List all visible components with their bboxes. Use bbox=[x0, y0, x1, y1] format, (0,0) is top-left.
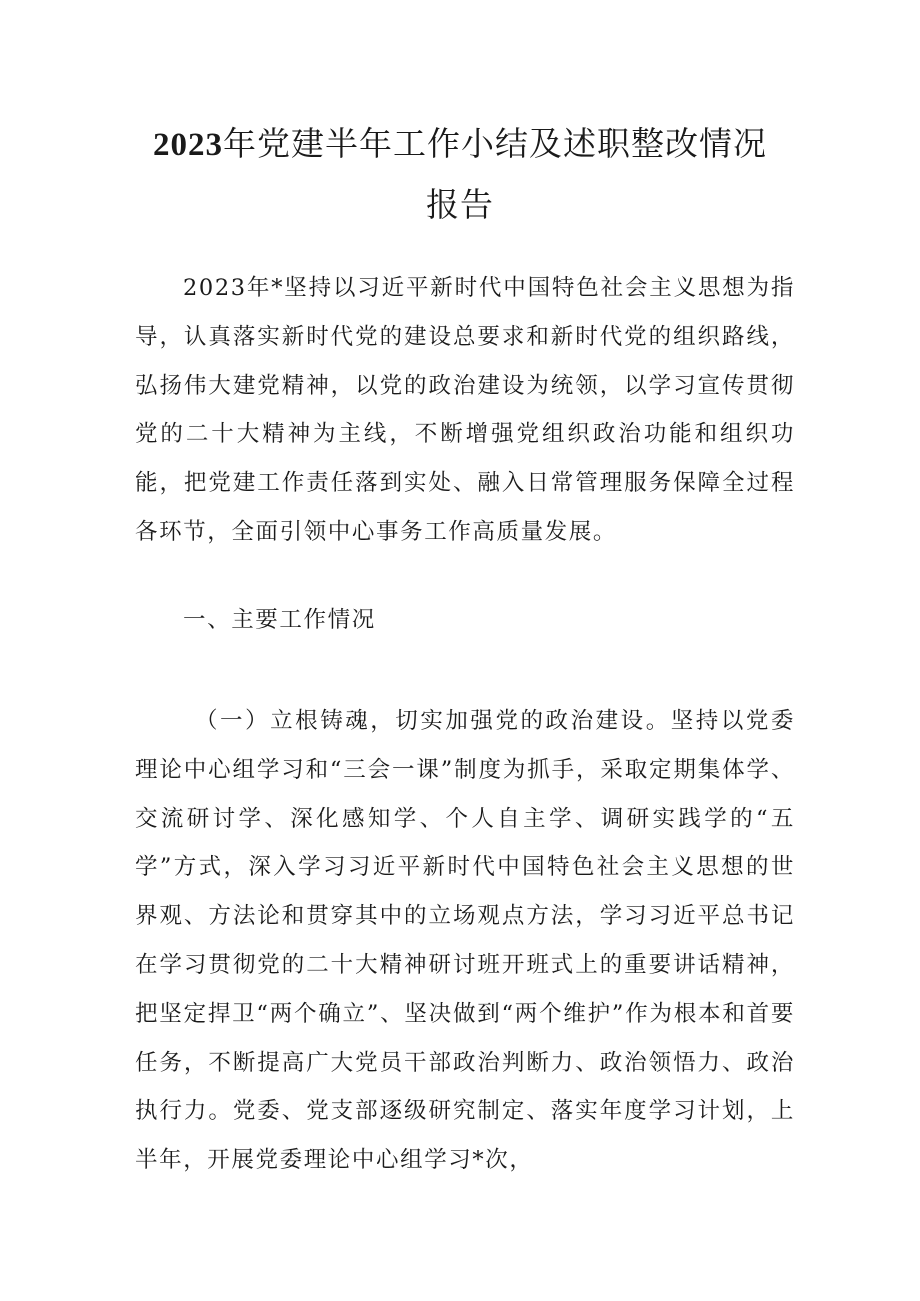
intro-paragraph: 2023年*坚持以习近平新时代中国特色社会主义思想为指导，认真落实新时代党的建设总要求和新时代党的组织路线，弘扬伟大建党精神，以党的政治建设为统领，以学习宣传贯彻党的二十大精神为主线，不断增强党组织政治功能和组织功能，把党建工作责任落到实处、融入日常管理服务保障全过程各环节，全面引领中心事务工作高质量发展。 bbox=[135, 275, 795, 545]
document-title-line-1 bbox=[90, 124, 830, 165]
document-title-line-2: 报告 bbox=[426, 185, 494, 224]
title-text: 年党建半年工作小结及述职整改情况 bbox=[223, 124, 767, 163]
section-1-paragraph: （一）立根铸魂，切实加强党的政治建设。坚持以党委理论中心组学习和“三会一课”制度为抓手，采取定期集体学、交流研讨学、深化感知学、个人自主学、调研实践学的“五学”方式，深入学习习近平新时代中国特色社会主义思想的世界观、方法论和贯穿其中的立场观点方法，学习习近平总书记在学习贯彻党的二十大精神研讨班开班式上的重要讲话精神，把坚定捍卫“两个确立”、坚决做到“两个维护”作为根本和首要任务，不断提高广大党员干部政治判断力、政治领悟力、政治执行力。党委、党支部逐级研究制定、落实年度学习计划，上半年，开展党委理论中心组学习*次， bbox=[135, 708, 795, 1174]
title-year: 2023 bbox=[153, 127, 223, 163]
section-heading: 一、主要工作情况 bbox=[183, 607, 376, 633]
